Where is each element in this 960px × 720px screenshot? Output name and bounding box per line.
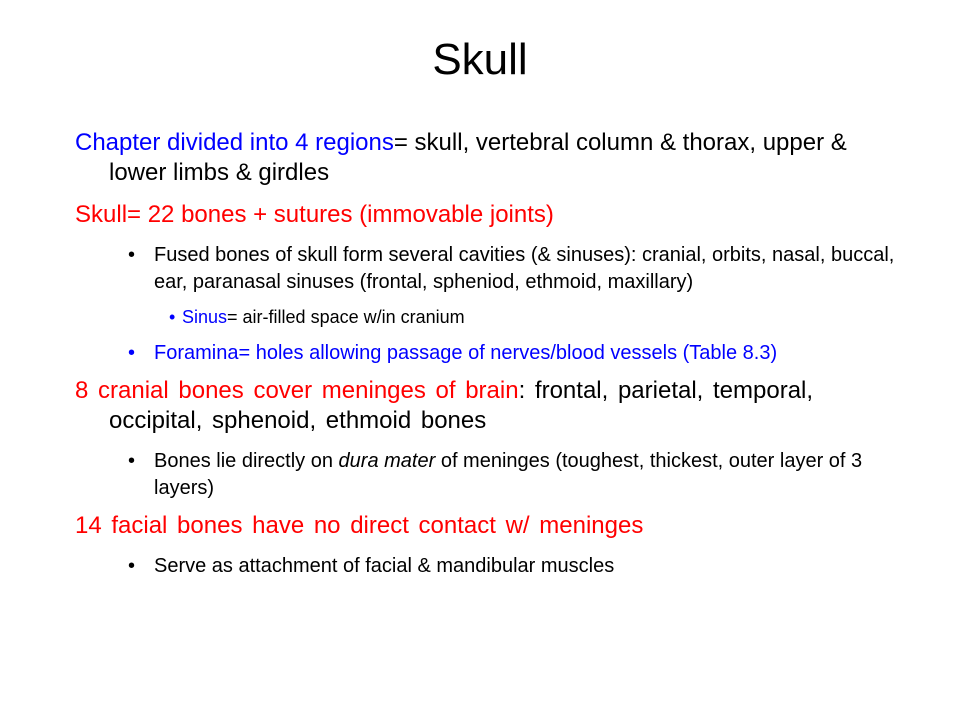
dura-after: of meninges (toughest, thickest, outer layer of 3 layers) xyxy=(154,450,863,499)
dura-mater-term: dura mater xyxy=(338,450,436,472)
bullet-icon: • xyxy=(128,450,136,472)
fused-bones-text: Fused bones of skull form several cavities (& sinuses): cranial, orbits, nasal, buccal, ear, paranasal sinuses (frontal, spheniod, ethmoid, maxillary) xyxy=(154,244,895,293)
bullet-foramina xyxy=(128,340,895,367)
cranial-lead: 8 cranial bones cover meninges of brain xyxy=(75,377,519,404)
paragraph-facial: 14 facial bones have no direct contact w/ meninges xyxy=(75,512,644,539)
facial-muscles-text: Serve as attachment of facial & mandibular muscles xyxy=(154,555,615,577)
bullet-icon: • xyxy=(128,555,136,577)
bullet-fused-bones xyxy=(128,242,895,296)
regions-lead: Chapter divided into 4 regions xyxy=(75,129,394,156)
bullet-sinus xyxy=(169,305,895,329)
slide-body xyxy=(75,128,895,589)
bullet-icon: • xyxy=(128,244,136,266)
paragraph-skull: Skull= 22 bones + sutures (immovable joints) xyxy=(75,201,554,228)
cranial-rest: : frontal, parietal, temporal, occipital, sphenoid, ethmoid bones xyxy=(109,377,814,434)
dura-before: Bones lie directly on xyxy=(154,450,339,472)
slide-title: Skull xyxy=(432,35,528,84)
sinus-lead: Sinus xyxy=(182,307,228,327)
bullet-facial-muscles xyxy=(128,553,895,580)
bullet-icon: • xyxy=(169,307,176,327)
regions-rest: = skull, vertebral column & thorax, upper & lower limbs & girdles xyxy=(109,129,847,186)
paragraph-regions xyxy=(75,128,895,188)
paragraph-cranial xyxy=(75,376,895,436)
bullet-icon: • xyxy=(128,342,136,364)
bullet-dura-mater xyxy=(128,448,895,502)
sinus-rest: = air-filled space w/in cranium xyxy=(227,307,465,327)
foramina-text: Foramina= holes allowing passage of nerves/blood vessels (Table 8.3) xyxy=(154,342,778,364)
